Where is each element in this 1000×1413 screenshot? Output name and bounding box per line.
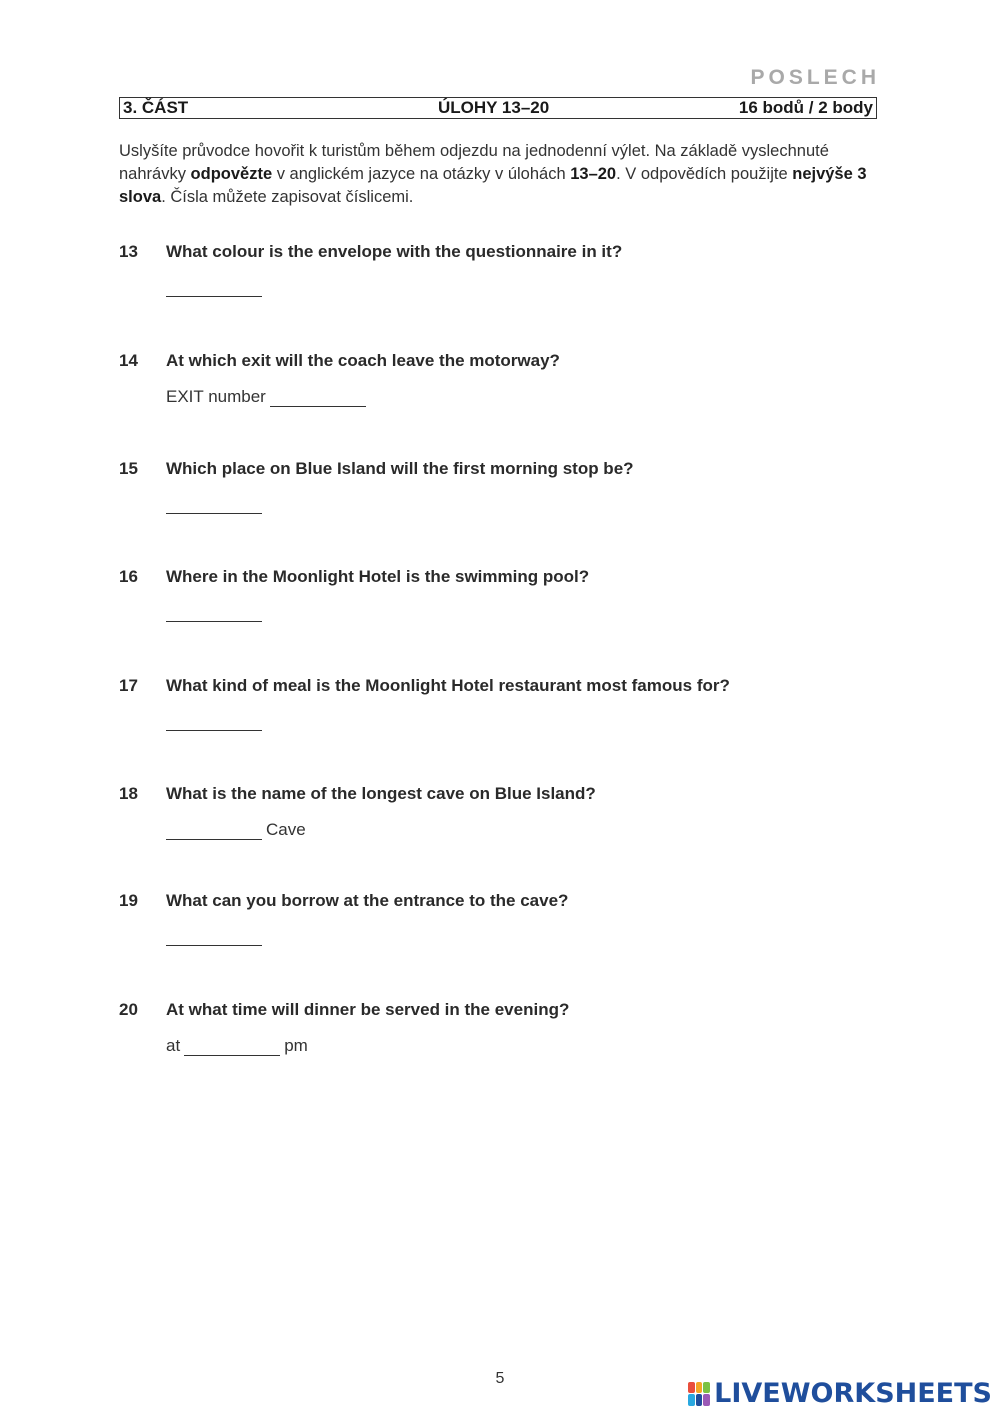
question-number: 16 — [119, 567, 138, 586]
instructions-bold: nejvýše 3 slova — [119, 165, 867, 206]
answer-row — [166, 712, 262, 731]
answer-blank[interactable] — [166, 495, 262, 514]
task-range: ÚLOHY 13–20 — [438, 98, 550, 117]
question-number: 15 — [119, 459, 138, 478]
answer-suffix: pm — [284, 1036, 308, 1055]
question-number: 18 — [119, 784, 138, 803]
answer-row — [166, 820, 306, 840]
question-text: Where in the Moonlight Hotel is the swimming pool? — [166, 567, 590, 586]
answer-row — [166, 278, 262, 297]
question-text: At which exit will the coach leave the motorway? — [166, 351, 560, 370]
answer-blank[interactable] — [166, 603, 262, 622]
instructions-bold: odpovězte — [190, 165, 273, 183]
instructions-text: . Čísla můžete zapisovat číslicemi. — [161, 188, 414, 206]
answer-prefix: EXIT number — [166, 387, 266, 406]
instructions-text: . V odpovědích použijte — [616, 165, 793, 183]
part-title: 3. ČÁST — [123, 98, 189, 117]
answer-row — [166, 387, 366, 407]
question-text: At what time will dinner be served in the evening? — [166, 1000, 570, 1019]
answer-row — [166, 1036, 308, 1056]
part-header — [119, 97, 877, 119]
instructions-text: Uslyšíte průvodce hovořit k turistům během odjezdu na jednodenní výlet. Na základě vyslechnuté nahrávky — [119, 142, 829, 183]
answer-blank[interactable] — [270, 388, 366, 407]
liveworksheets-logo-icon — [688, 1382, 710, 1406]
page-number: 5 — [495, 1370, 505, 1387]
brand-watermark[interactable] — [688, 1378, 992, 1409]
question-text: What is the name of the longest cave on Blue Island? — [166, 784, 596, 803]
question-number: 19 — [119, 891, 138, 910]
points-info: 16 bodů / 2 body — [738, 98, 873, 117]
question-number: 17 — [119, 676, 138, 695]
question-text: Which place on Blue Island will the first morning stop be? — [166, 459, 634, 478]
question-text: What can you borrow at the entrance to the cave? — [166, 891, 569, 910]
answer-blank[interactable] — [166, 821, 262, 840]
answer-blank[interactable] — [166, 278, 262, 297]
answer-row — [166, 927, 262, 946]
brand-name: LIVEWORKSHEETS — [714, 1378, 992, 1409]
answer-blank[interactable] — [184, 1037, 280, 1056]
answer-row — [166, 495, 262, 514]
question-number: 14 — [119, 351, 138, 370]
instructions-text: v anglickém jazyce na otázky v úlohách — [272, 165, 571, 183]
answer-row — [166, 603, 262, 622]
instructions-bold: 13–20 — [570, 165, 617, 183]
question-number: 13 — [119, 242, 138, 261]
question-number: 20 — [119, 1000, 138, 1019]
question-text: What colour is the envelope with the questionnaire in it? — [166, 242, 623, 261]
answer-blank[interactable] — [166, 712, 262, 731]
instructions — [119, 140, 889, 209]
answer-blank[interactable] — [166, 927, 262, 946]
answer-suffix: Cave — [266, 820, 306, 839]
answer-prefix: at — [166, 1036, 181, 1055]
section-label: POSLECH — [750, 66, 880, 89]
question-text: What kind of meal is the Moonlight Hotel restaurant most famous for? — [166, 676, 730, 695]
